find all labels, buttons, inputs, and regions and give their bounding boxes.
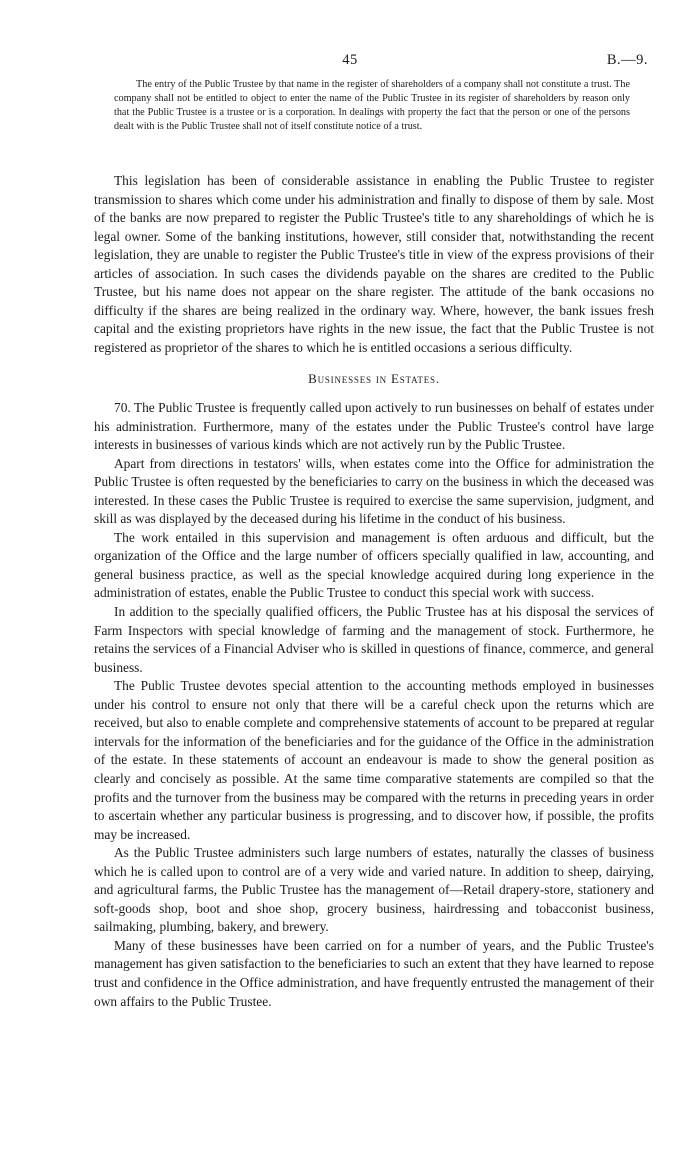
paragraph-business-classes: As the Public Trustee administers such large numbers of estates, naturally the classes of business which he is called upon to control are of a very wide and varied nature. In addition to sheep, dairying, and agricultural farms, the Public Trustee has the management of—Retail drapery-store, stationery and soft-goods shop, boot and shoe shop, grocery business, hairdressing and tobacconist business, sailmaking, plumbing, bakery, and brewery. (94, 845, 654, 935)
body-text (94, 172, 654, 1011)
paragraph-accounting-methods: The Public Trustee devotes special attention to the accounting methods employed in businesses under his control to ensure not only that there will be a careful check upon the returns which are received, but also to enable complete and comprehensive statements of account to be prepared at regular intervals for the information of the beneficiaries and for the guidance of the Office in the administration of the estate. In these statements of account an endeavour is made to show the general position as clearly and concisely as possible. At the same time comparative statements are compiled so that the profits and the turnover from the business may be compared with the returns in preceding years in order to ascertain whether any particular business is progressing, and to discover how, if possible, the profits may be increased. (94, 678, 654, 842)
page-header (0, 52, 700, 72)
quoted-legislation: The entry of the Public Trustee by that name in the register of shareholders of a company shall not constitute a trust. The company shall not be entitled to object to enter the name of the Public Trustee in its register of shareholders by reason only that the Public Trustee is a trustee or is a corporation. In dealings with property the fact that the person or one of the persons dealt with is the Public Trustee shall not of itself constitute notice of a trust. (114, 79, 630, 133)
paragraph-70: 70. The Public Trustee is frequently called upon actively to run businesses on behalf of estates under his administration. Furthermore, many of the estates under the Public Trustee's control have large interests in businesses of various kinds which are not actively run by the Public Trustee. (94, 400, 654, 453)
paragraph-beneficiary-confidence: Many of these businesses have been carried on for a number of years, and the Public Trustee's management has given satisfaction to the beneficiaries to such an extent that they have learned to repose trust and confidence in the Office administration, and have frequently entrusted the management of their own affairs to the Public Trustee. (94, 937, 654, 1009)
paragraph-supervision-work: The work entailed in this supervision and management is often arduous and difficult, but the organization of the Office and the large number of officers specially qualified in law, accounting, and general business practice, as well as the special knowledge acquired during long experience in the administration of estates, enable the Public Trustee to conduct this special work with success. (94, 529, 654, 601)
paragraph-legislation-assistance: This legislation has been of considerable assistance in enabling the Public Trustee to register transmission to shares which come under his administration and finally to dispose of them by sale. Most of the banks are now prepared to register the Public Trustee's title to any shareholdings of which he is legal owner. Some of the banking institutions, however, still consider that, notwithstanding the recent legislation, they are unable to register the Public Trustee's title in view of the express provisions of their articles of association. In such cases the dividends payable on the shares are credited to the Public Trustee, but his name does not appear on the share register. The attitude of the bank occasions no difficulty if the shares are being realized in the ordinary way. Where, however, the bank issues fresh capital and the existing proprietors have rights in the new issue, the fact that the Public Trustee is not registered as proprietor of the shares to which he is entitled occasions a serious difficulty. (94, 173, 654, 355)
paragraph-specialist-officers: In addition to the specially qualified officers, the Public Trustee has at his disposal the services of Farm Inspectors with special knowledge of farming and the management of stock. Furthermore, he retains the services of a Financial Adviser who is skilled in questions of finance, commerce, and general business. (94, 604, 654, 675)
document-reference: B.—9. (606, 52, 648, 68)
paragraph-testators-wills: Apart from directions in testators' wills, when estates come into the Office for administration the Public Trustee is often requested by the beneficiaries to carry on the business in which the deceased was interested. In these cases the Public Trustee is required to exercise the same supervision, judgment, and skill as was displayed by the deceased during his lifetime in the conduct of his business. (94, 455, 654, 527)
section-heading: Businesses in Estates. (308, 371, 440, 387)
page-number: 45 (342, 52, 358, 68)
